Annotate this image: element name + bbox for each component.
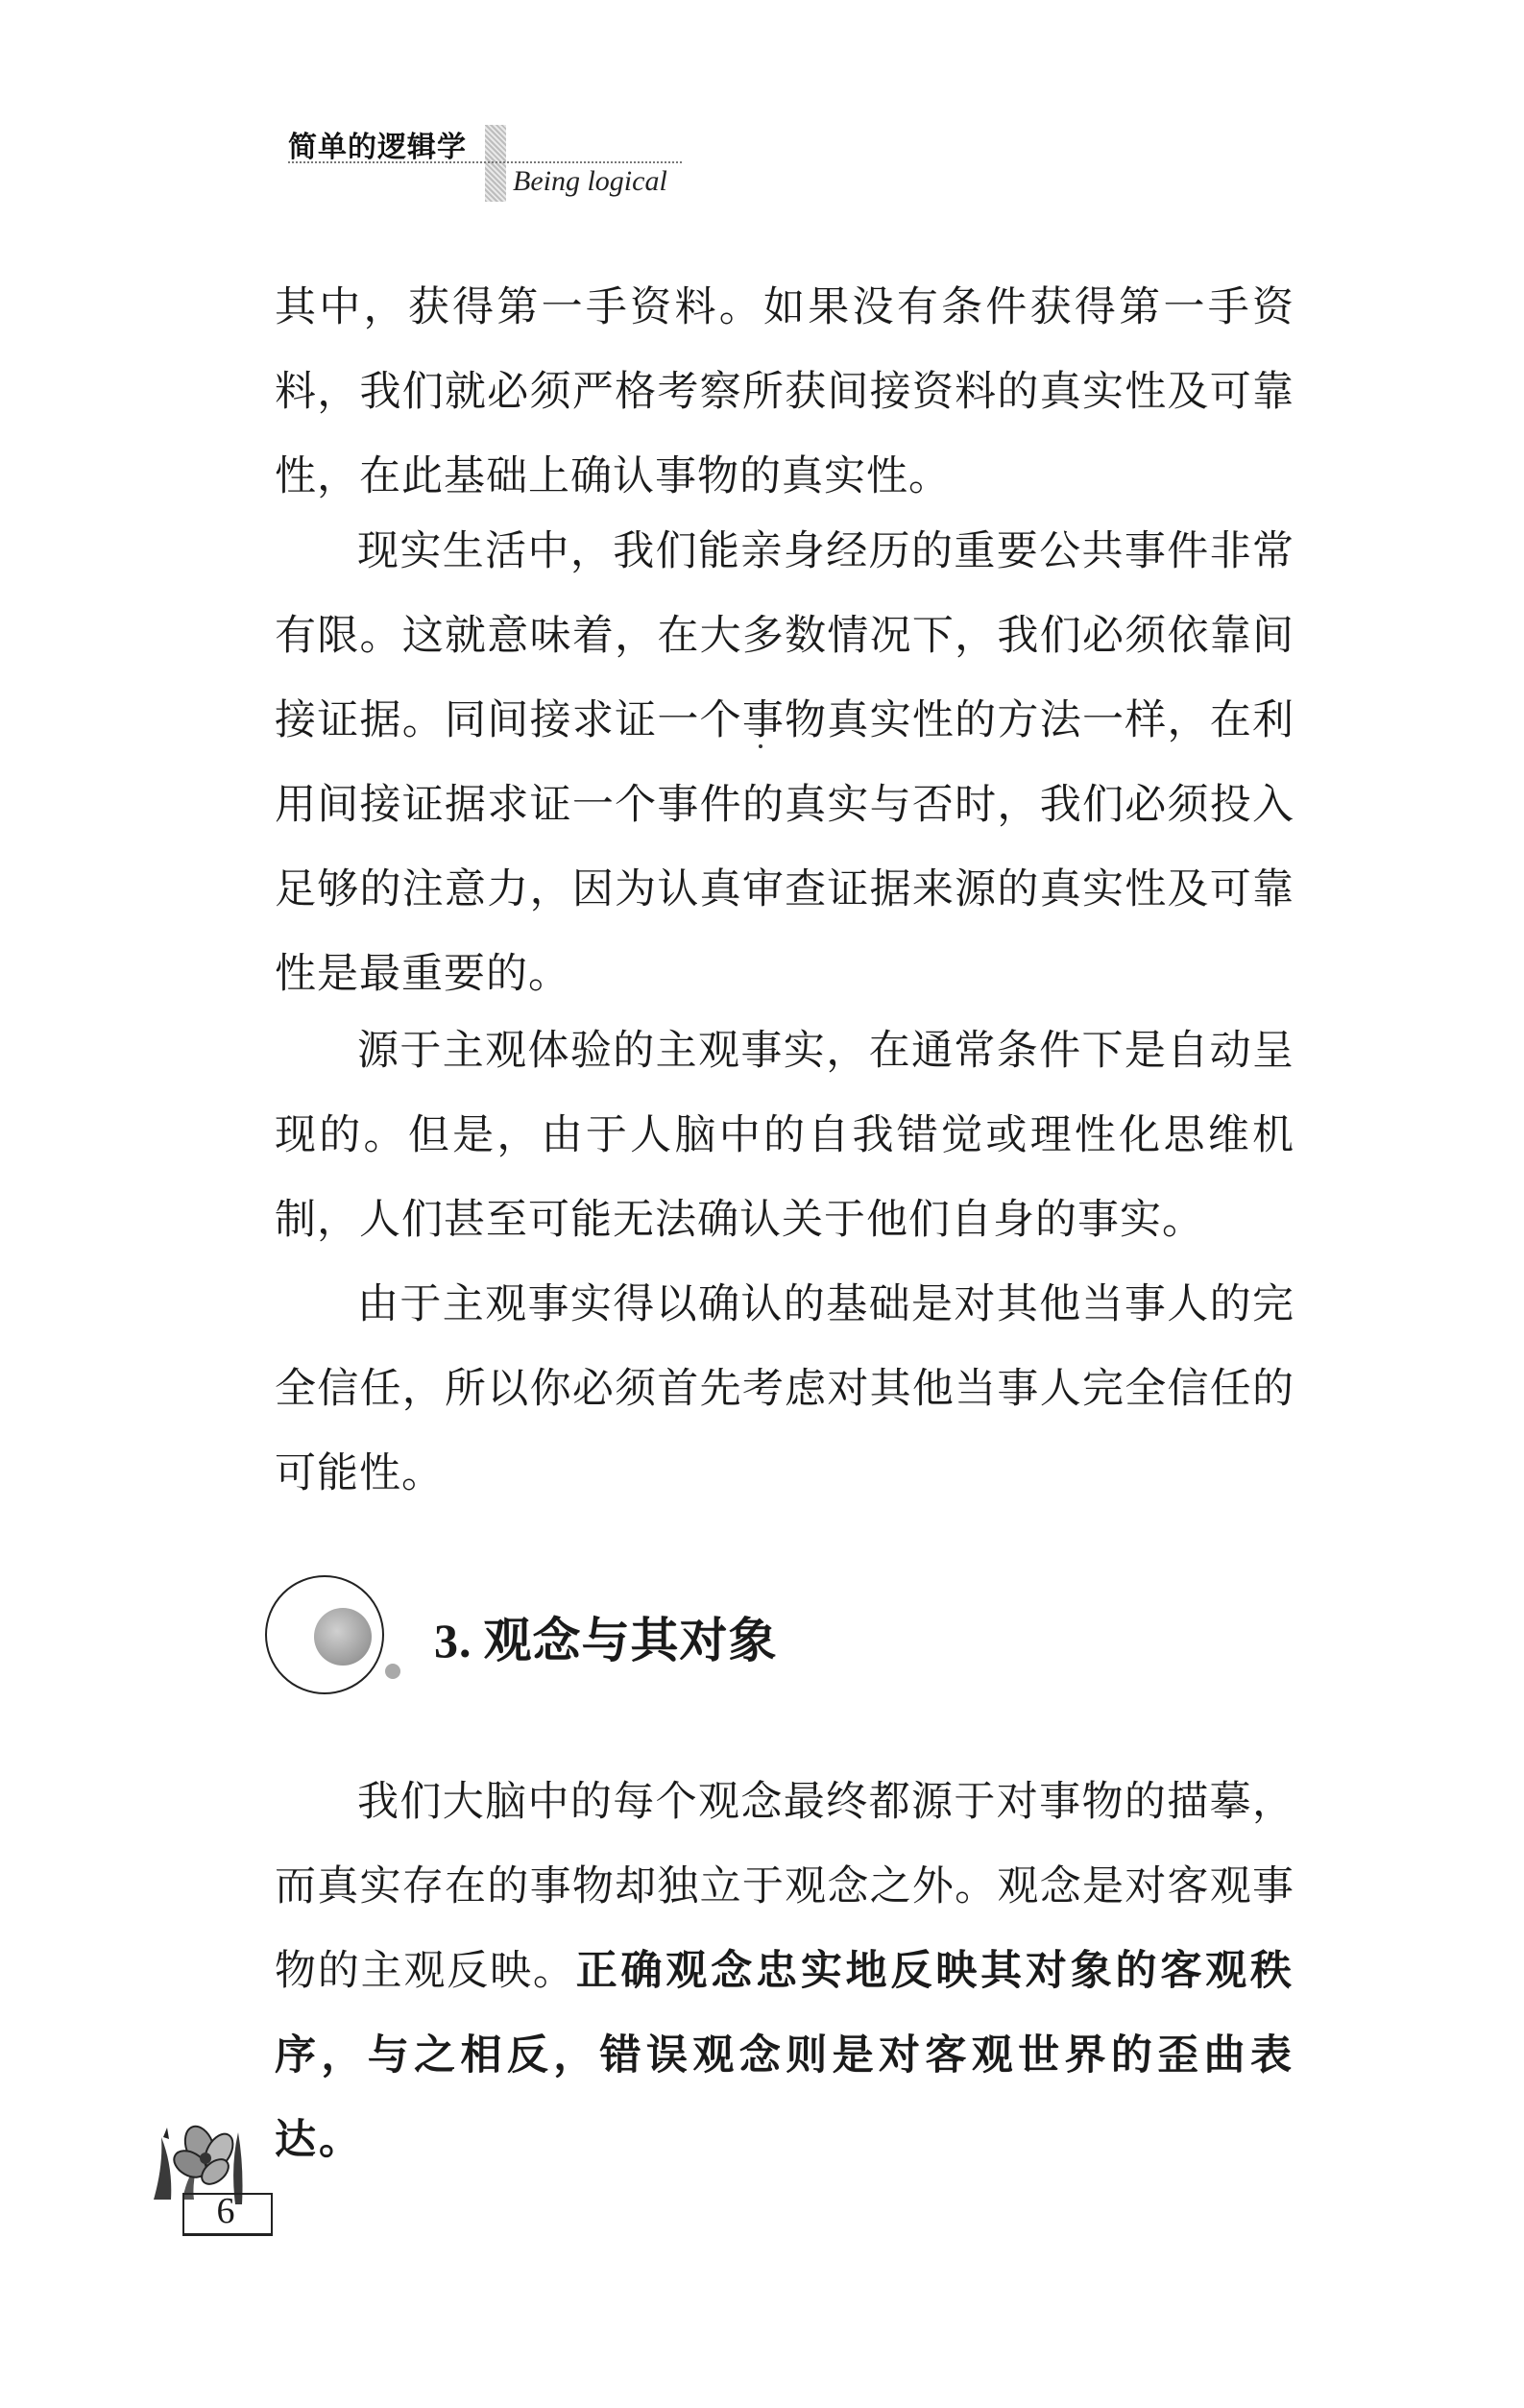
section-bullet-small-dot-icon [385, 1664, 400, 1679]
section-title: 观念与其对象 [483, 1612, 778, 1668]
body-paragraph-4: 由于主观事实得以确认的基础是对其他当事人的完全信任，所以你必须首先考虑对其他当事人完全信任的可能性。 [275, 1280, 1294, 1497]
section-paragraph [275, 1760, 1294, 2182]
header-decoration-bar [485, 125, 506, 202]
section-paragraph-emphasis: 正确观念忠实地反映其对象的客观秩序，与之相反，错误观念则是对客观世界的歪曲表达。 [275, 1947, 1295, 2164]
body-paragraph-3: 源于主观体验的主观事实，在通常条件下是自动呈现的。但是，由于人脑中的自我错觉或理性化思维机制，人们甚至可能无法确认关于他们自身的事实。 [275, 1027, 1294, 1244]
body-paragraph-2: 现实生活中，我们能亲身经历的重要公共事件非常有限。这就意味着，在大多数情况下，我们必须依靠间接证据。同间接求证一个事物真实性的方法一样，在利用间接证据求证一个事件的真实与否时，我们必须投入足够的注意力，因为认真审查证据来源的真实性及可靠性是最重要的。 [275, 527, 1294, 998]
section-number: 3. [434, 1614, 472, 1667]
section-heading [434, 1602, 778, 1671]
running-header-subtitle: Being logical [513, 165, 667, 197]
header-divider [288, 161, 682, 163]
running-header-title: 简单的逻辑学 [288, 131, 467, 164]
print-speck [759, 744, 762, 748]
page-number: 6 [216, 2191, 235, 2231]
section-paragraph-plain: 我们大脑中的每个观念最终都源于对事物的描摹，而真实存在的事物却独立于观念之外。观念是对客观事物的主观反映。 [275, 1778, 1294, 1995]
section-bullet-dot-icon [314, 1608, 372, 1666]
body-paragraph-1: 其中，获得第一手资料。如果没有条件获得第一手资料，我们就必须严格考察所获间接资料的真实性及可靠性，在此基础上确认事物的真实性。 [275, 283, 1294, 500]
